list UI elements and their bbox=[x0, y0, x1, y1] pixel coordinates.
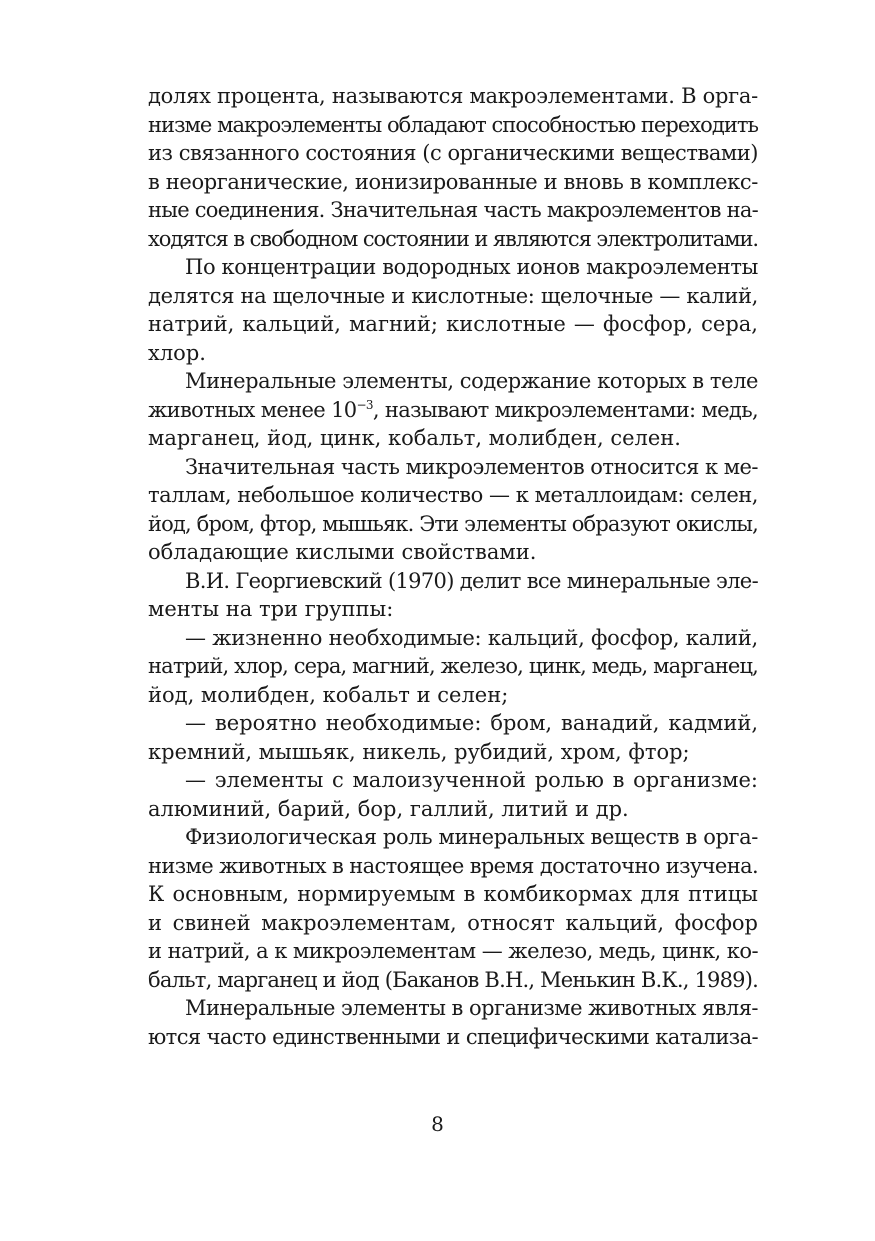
text-line: натрий, кальций, магний; кислотные — фосфор, сера, bbox=[148, 312, 758, 336]
text-line: и свиней макроэлементам, относят кальций, фосфор bbox=[148, 910, 758, 935]
text-segment: животных менее 10 bbox=[148, 397, 357, 422]
list-item-1 bbox=[148, 624, 758, 710]
text-line: Значительная часть микроэлементов относится к ме- bbox=[185, 454, 758, 479]
text-line: долях процента, называются макроэлементами. В орга- bbox=[148, 84, 758, 108]
text-line: — жизненно необходимые: кальций, фосфор, калий, bbox=[185, 625, 758, 650]
text-line: По концентрации водородных ионов макроэлементы bbox=[185, 255, 758, 279]
text-line: и натрий, а к микроэлементам — железо, медь, цинк, ко- bbox=[148, 939, 758, 963]
text-line: таллам, небольшое количество — к металлоидам: селен, bbox=[148, 483, 758, 507]
text-line: бальт, марганец и йод (Баканов В.Н., Менькин В.К., 1989). bbox=[148, 967, 758, 992]
text-line: ются часто единственными и специфическими катализа- bbox=[148, 1024, 758, 1049]
exponent: −3 bbox=[356, 397, 373, 412]
page-number: 8 bbox=[431, 1112, 444, 1136]
text-line: алюминий, барий, бор, галлий, литий и др. bbox=[148, 796, 629, 821]
list-item-3 bbox=[148, 766, 758, 823]
list-item-2 bbox=[148, 709, 758, 766]
text-line: натрий, хлор, сера, магний, железо, цинк, медь, марганец, bbox=[148, 654, 758, 678]
text-line: марганец, йод, цинк, кобальт, молибден, селен. bbox=[148, 426, 681, 450]
page-body bbox=[148, 82, 758, 1051]
text-line: Минеральные элементы в организме животных явля- bbox=[185, 996, 758, 1020]
text-line: К основным, нормируемым в комбикормах для птицы bbox=[148, 882, 758, 906]
paragraph-3 bbox=[148, 367, 758, 453]
text-line: делятся на щелочные и кислотные: щелочные — калий, bbox=[148, 283, 758, 308]
text-line-with-superscript bbox=[148, 396, 758, 425]
text-line: Физиологическая роль минеральных веществ в орга- bbox=[185, 825, 758, 849]
paragraph-6 bbox=[148, 823, 758, 994]
text-line: обладающие кислыми свойствами. bbox=[148, 540, 537, 564]
text-line: ные соединения. Значительная часть макроэлементов на- bbox=[148, 198, 758, 222]
text-line: йод, бром, фтор, мышьяк. Эти элементы образуют окислы, bbox=[148, 511, 758, 536]
text-line: йод, молибден, кобальт и селен; bbox=[148, 682, 509, 707]
text-line: менты на три группы: bbox=[148, 597, 394, 621]
paragraph-1 bbox=[148, 82, 758, 253]
paragraph-4 bbox=[148, 453, 758, 567]
text-line: низме животных в настоящее время достаточно изучена. bbox=[148, 853, 758, 878]
paragraph-5 bbox=[148, 567, 758, 624]
paragraph-7 bbox=[148, 994, 758, 1051]
text-line: — элементы с малоизученной ролью в организме: bbox=[185, 768, 758, 792]
text-line: Минеральные элементы, содержание которых в теле bbox=[185, 369, 758, 393]
text-line: в неорганические, ионизированные и вновь в комплекс- bbox=[148, 169, 758, 194]
text-line: из связанного состояния (с органическими веществами) bbox=[148, 141, 758, 165]
text-line: кремний, мышьяк, никель, рубидий, хром, фтор; bbox=[148, 739, 690, 764]
text-line: ходятся в свободном состоянии и являются электролитами. bbox=[148, 226, 758, 251]
text-line: низме макроэлементы обладают способностью переходить bbox=[148, 112, 758, 137]
text-line: В.И. Георгиевский (1970) делит все минеральные эле- bbox=[185, 568, 758, 593]
text-line: хлор. bbox=[148, 340, 206, 365]
paragraph-2 bbox=[148, 253, 758, 367]
text-segment: , называют микроэлементами: медь, bbox=[372, 397, 759, 422]
text-line: — вероятно необходимые: бром, ванадий, кадмий, bbox=[185, 711, 758, 735]
